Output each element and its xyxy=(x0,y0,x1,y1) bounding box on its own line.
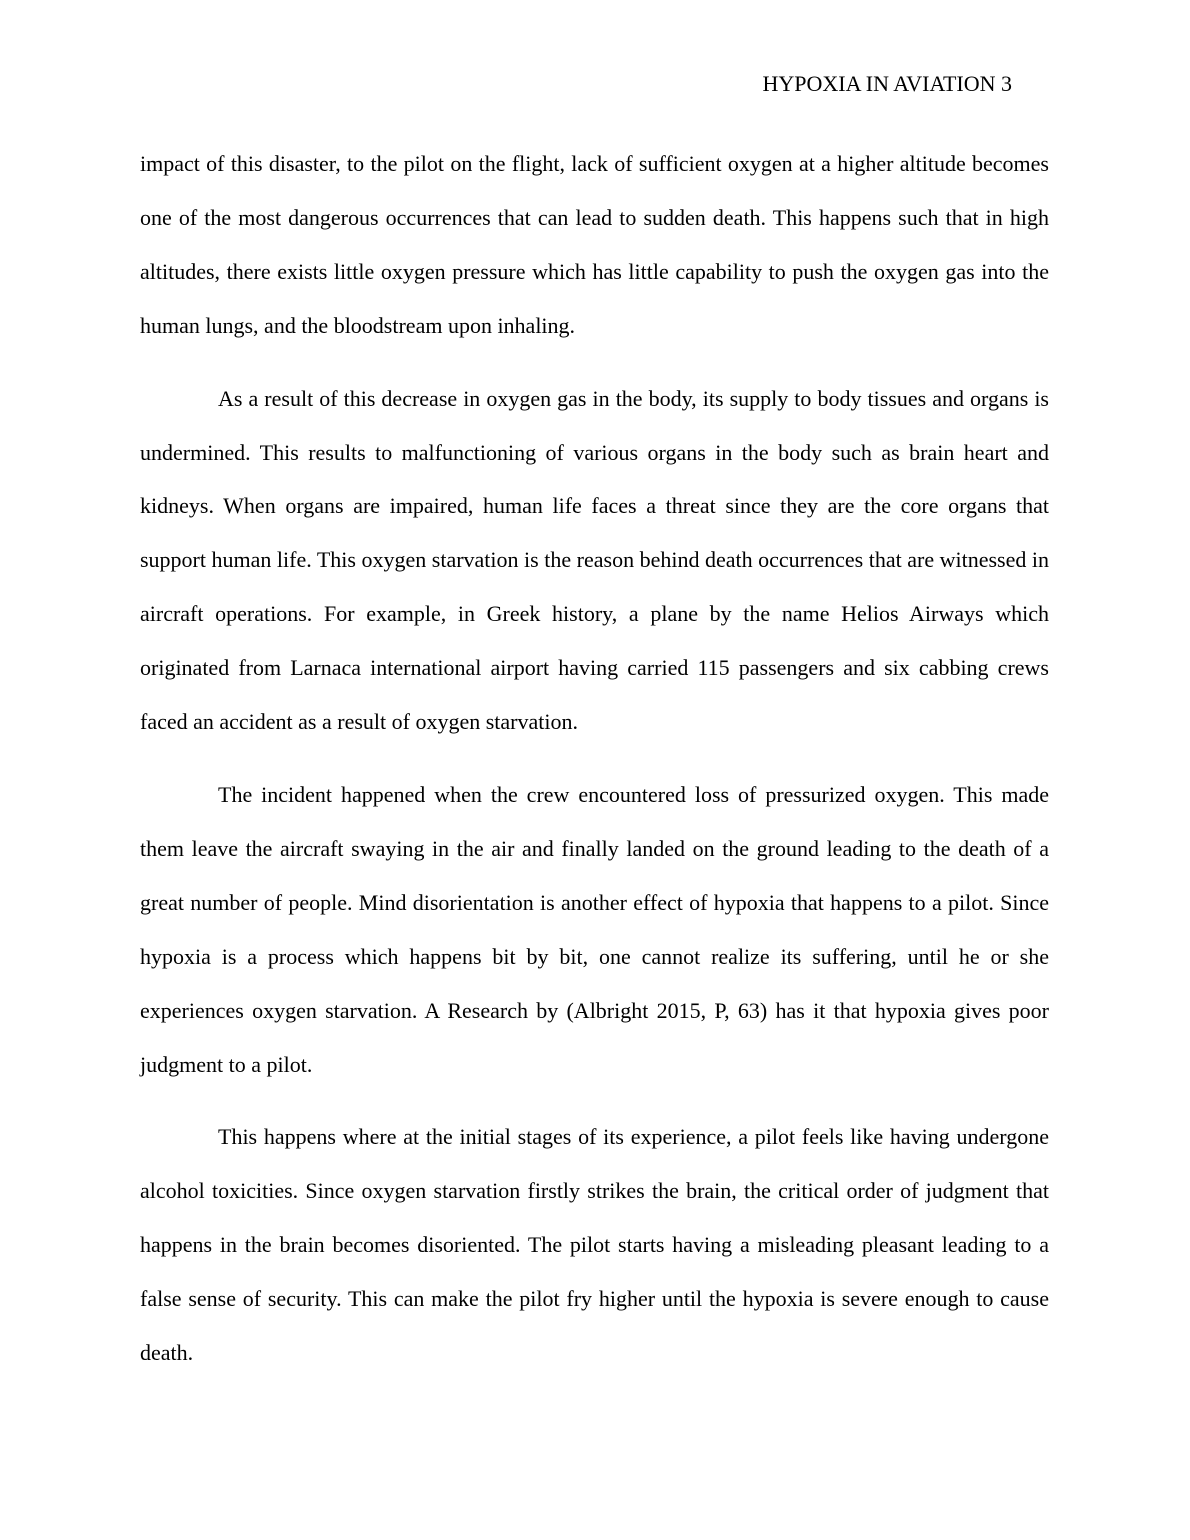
paragraph-oxygen-decrease: As a result of this decrease in oxygen gas in the body, its supply to body tissues and organs is undermined. This results to malfunctioning of various organs in the body such as brain heart and kidneys. When organs are impaired, human life faces a threat since they are the core organs that support human life. This oxygen starvation is the reason behind death occurrences that are witnessed in aircraft operations. For example, in Greek history, a plane by the name Helios Airways which originated from Larnaca international airport having carried 115 passengers and six cabbing crews faced an accident as a result of oxygen starvation. xyxy=(140,385,1049,735)
running-head: HYPOXIA IN AVIATION 3 xyxy=(762,71,1012,96)
body-text xyxy=(140,137,1049,1399)
paragraph-incident: The incident happened when the crew encountered loss of pressurized oxygen. This made them leave the aircraft swaying in the air and finally landed on the ground leading to the death of a great number of people. Mind disorientation is another effect of hypoxia that happens to a pilot. Since hypoxia is a process which happens bit by bit, one cannot realize its suffering, until he or she experiences oxygen starvation. A Research by (Albright 2015, P, 63) has it that hypoxia gives poor judgment to a pilot. xyxy=(140,781,1049,1077)
paragraph-continued: impact of this disaster, to the pilot on the flight, lack of sufficient oxygen at a higher altitude becomes one of the most dangerous occurrences that can lead to sudden death. This happens such that in high altitudes, there exists little oxygen pressure which has little capability to push the oxygen gas into the human lungs, and the bloodstream upon inhaling. xyxy=(140,151,1049,338)
paragraph-judgment: This happens where at the initial stages of its experience, a pilot feels like having undergone alcohol toxicities. Since oxygen starvation firstly strikes the brain, the critical order of judgment that happens in the brain becomes disoriented. The pilot starts having a misleading pleasant leading to a false sense of security. This can make the pilot fry higher until the hypoxia is severe enough to cause death. xyxy=(140,1124,1049,1366)
